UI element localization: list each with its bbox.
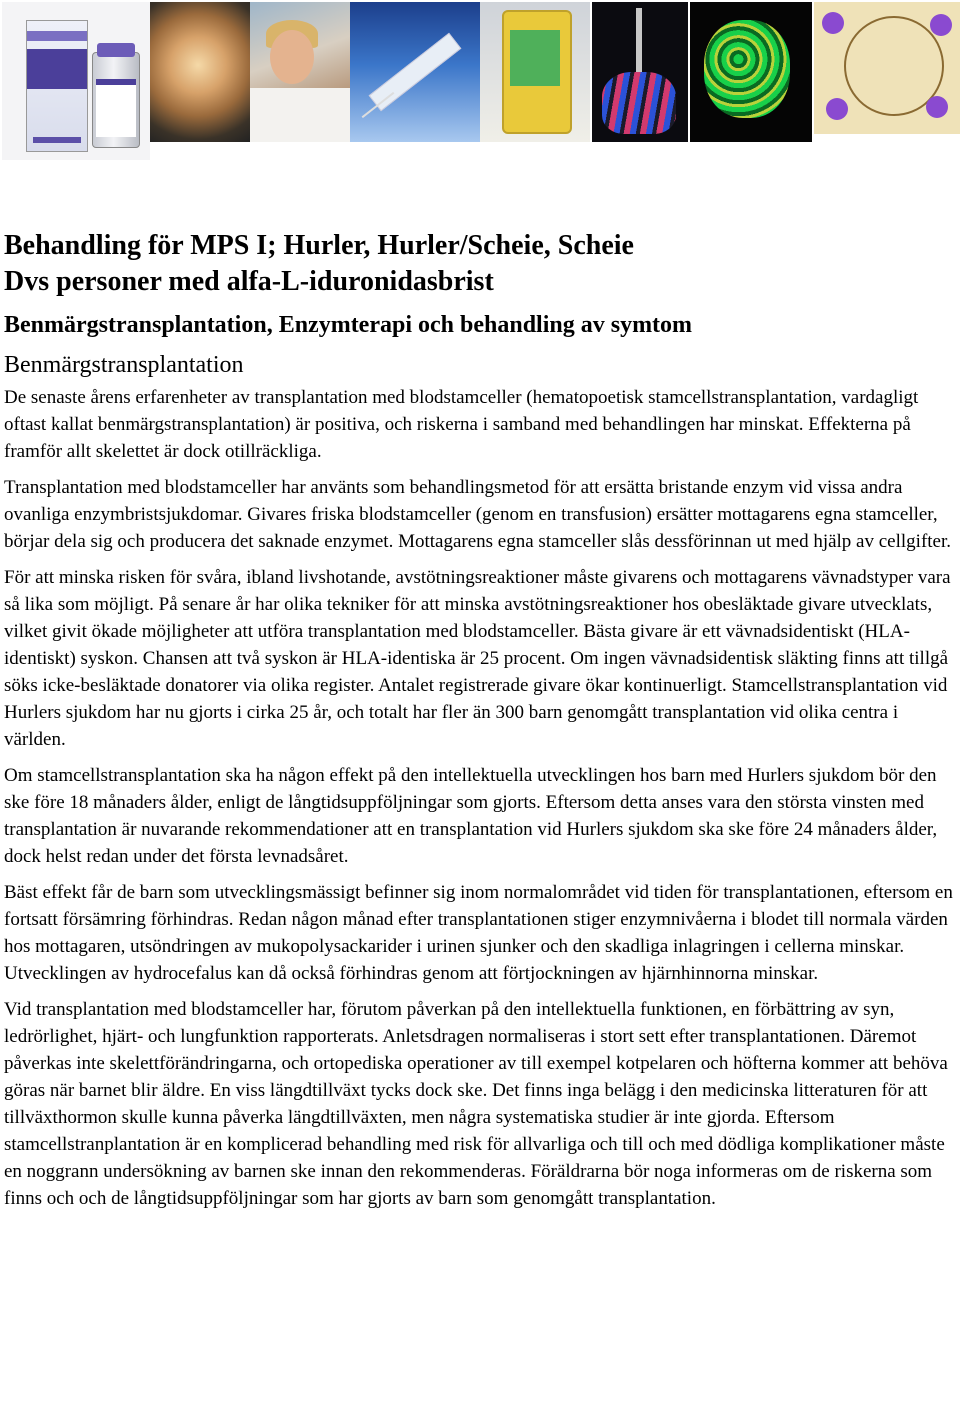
medicine-box-shape — [26, 20, 88, 152]
dna-caduceus-image — [592, 2, 688, 142]
paragraph: Vid transplantation med blodstamceller har, förutom påverkan på den intellektuella funktionen, en förbättring av syn, ledrörlighet, hjärt- och lungfunktion rapporterats. Anletsdragen normaliseras i stort sett efter transplantationen. Däremot påverkas inte skelettförändringarna, och ortopediska operationer av till exempel kotpelaren och höfterna kommer att behöva göras när barnet blir äldre. En viss längdtillväxt tycks dock ske. Det finns inga belägg i den medicinska litteraturen för att tillväxthormon skulle kunna påverka längdtillväxten, men några systematiska studier är inte gjorda. Eftersom stamcellstranplantation är en komplicerad behandling med risk för allvarliga och till och med dödliga komplikationer måste en noggrann undersökning av barnen ske innan den rekommenderas. Föräldrarna bör noga informeras om de riskerna som finns och och de långtidsuppföljningar som har gjorts av barn som genomgått transplantation. — [4, 999, 948, 1209]
section-heading: Benmärgstransplantation — [4, 352, 244, 378]
nurse-image — [250, 2, 350, 142]
paragraph: Transplantation med blodstamceller har använts som behandlingsmetod för att ersätta bristande enzym vid vissa andra ovanliga enzymbristsjukdomar. Givares friska blodstamceller (genom en transfusion) ersätter mottagarens egna stamceller, börjar dela sig och producera det saknade enzymet. Mottagarens egna stamceller slås dessförinnan ut med hjälp av cellgifter. — [4, 477, 952, 552]
protein-structure-image — [690, 2, 812, 142]
paragraph: Bäst effekt får de barn som utvecklingsmässigt befinner sig inom normalområdet vid tiden för transplantationen, eftersom en fortsatt försämring förhindras. Redan någon månad efter transplantationen stiger enzymnivåerna i blodet till normala värden hos mottagaren, utsöndringen av mukopolysackarider i urinen sjunker och den skadliga inlagringen i cellerna minskar. Utvecklingen av hydrocefalus kan då också förhindras genom att förtjockningen av hjärnhinnorna minskar. — [4, 882, 953, 984]
title-line-2: Dvs personer med alfa-L-iduronidasbrist — [4, 266, 494, 297]
medicine-vial-image — [2, 2, 150, 160]
page-title — [4, 228, 954, 300]
paragraph: Om stamcellstransplantation ska ha någon effekt på den intellektuella utvecklingen hos barn med Hurlers sjukdom bör den ske före 18 månaders ålder, enligt de långtidsuppföljningar som gjorts. Eftersom detta anses vara den största vinsten med transplantation är nuvarande rekommendationer att en transplantation vid Hurlers sjukdom ska ske före 24 månaders ålder, dock helst redan under det första levnadsåret. — [4, 765, 938, 867]
iv-bag-image — [480, 2, 590, 142]
document-body — [4, 228, 954, 1221]
page-subtitle: Benmärgstransplantation, Enzymterapi och behandling av symtom — [4, 312, 693, 338]
vitruvian-cells-image — [814, 2, 960, 138]
syringe-image — [350, 2, 480, 142]
image-banner — [0, 0, 960, 160]
paragraph: För att minska risken för svåra, ibland livshotande, avstötningsreaktioner måste givarens och mottagarens vävnadstyper vara så lika som möjligt. På senare år har olika tekniker för att minska avstötningsreaktioner hos obesläktade givare utvecklats, vilket givit ökade möjligheter att utföra transplantation med blodstamceller. Bästa givare är ett vävnadsidentiskt (HLA-identiskt) syskon. Chansen att två syskon är HLA-identiska är 25 procent. Om ingen vävnadsidentisk släkting finns att tillgå söks icke-besläktade donatorer via olika register. Antalet registrerade givare ökar kontinuerligt. Stamcellstransplantation vid Hurlers sjukdom har nu gjorts i cirka 25 år, och totalt har fler än 300 barn genomgått transplantation vid olika centra i världen. — [4, 567, 951, 750]
vial-shape — [92, 52, 140, 148]
title-line-1: Behandling för MPS I; Hurler, Hurler/Scheie, Scheie — [4, 230, 634, 261]
embryo-image — [150, 2, 250, 142]
paragraph: De senaste årens erfarenheter av transplantation med blodstamceller (hematopoetisk stamcellstransplantation, vardagligt oftast kallat benmärgstransplantation) är positiva, och riskerna i samband med behandlingen har minskat. Effekterna på framför allt skelettet är dock otillräckliga. — [4, 387, 919, 462]
